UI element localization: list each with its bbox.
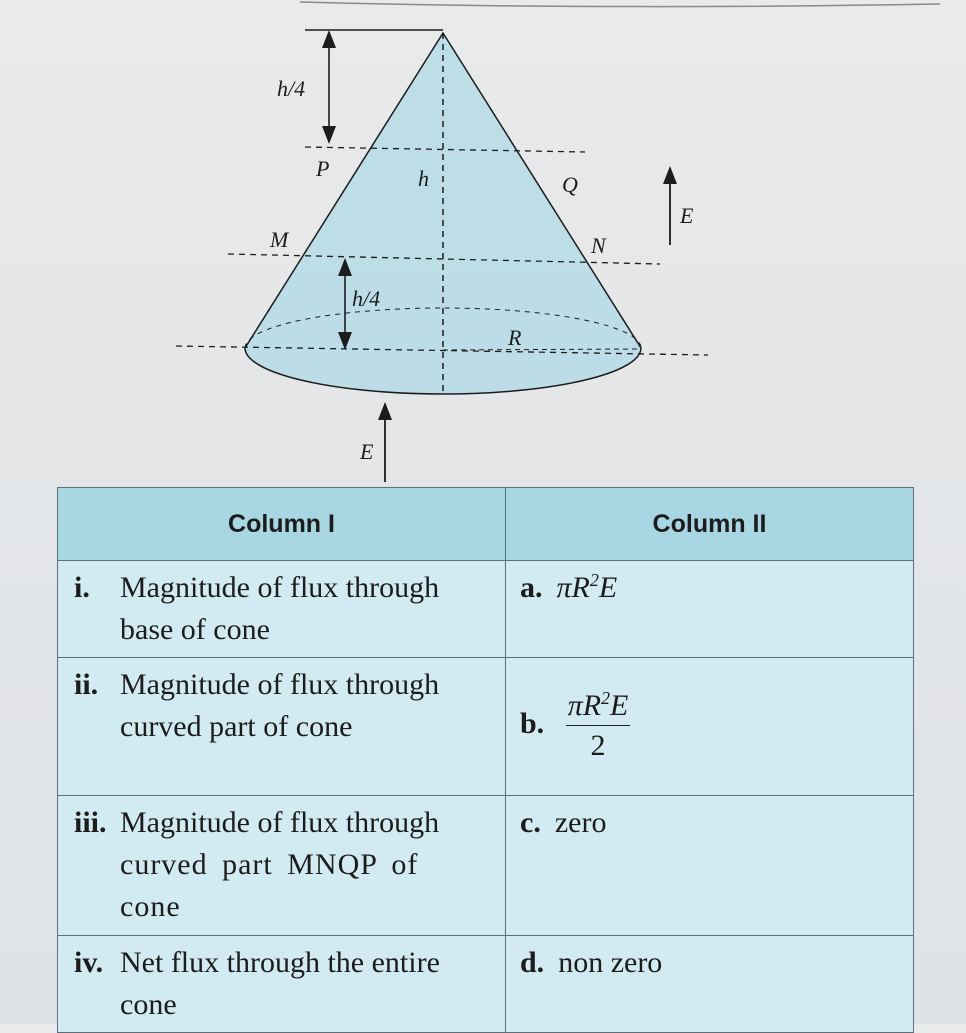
answer-text: non zero (558, 946, 663, 979)
fraction-formula: $\frac{\pi R^2E}{2}$ (567, 688, 629, 762)
page-top-rule (300, 2, 940, 7)
table-row (58, 561, 914, 658)
column-two-cell (506, 658, 914, 796)
label-n: N (591, 233, 606, 258)
label-h: h (418, 166, 429, 191)
table-row (58, 658, 914, 796)
column-one-header: Column I (58, 488, 506, 561)
column-two-cell (506, 561, 914, 658)
label-p: P (316, 156, 330, 181)
field-arrow-bottom (378, 402, 392, 482)
row-text: Magnitude of flux through (120, 806, 440, 839)
field-arrow-right (663, 166, 677, 245)
row-text: Magnitude of flux through curved part of cone (120, 668, 440, 743)
row-number: iv. (74, 946, 104, 979)
option-letter: d. (520, 946, 545, 979)
row-text: curved part MNQP of cone (120, 848, 419, 923)
column-one-cell (58, 658, 506, 796)
row-number: ii. (74, 668, 99, 701)
label-m: M (270, 227, 289, 252)
label-h-quarter-top: h/4 (277, 76, 306, 101)
table-row (58, 936, 914, 1033)
column-one-cell (58, 796, 506, 936)
label-e-bottom: E (360, 439, 374, 464)
row-number: iii. (74, 806, 107, 839)
formula: $\pi R^2E$ (556, 570, 618, 604)
column-one-cell (58, 936, 506, 1033)
answer-text: zero (554, 806, 607, 839)
match-table (57, 487, 914, 1033)
table-header-row (58, 488, 914, 561)
option-letter: b. (520, 707, 545, 741)
column-two-header: Column II (506, 488, 914, 561)
top-quarter-height-arrow (322, 30, 336, 144)
label-e-right: E (680, 203, 694, 228)
row-text: Net flux through the entire cone (120, 946, 440, 1021)
label-q: Q (562, 172, 578, 197)
row-number: i. (74, 571, 90, 604)
column-one-cell (58, 561, 506, 658)
row-text: Magnitude of flux through base of cone (120, 571, 440, 646)
option-letter: c. (520, 806, 541, 839)
label-r: R (508, 325, 522, 350)
table-row (58, 796, 914, 936)
column-two-cell (506, 796, 914, 936)
cone-diagram (0, 0, 966, 500)
label-h-quarter-bottom: h/4 (352, 286, 381, 311)
column-two-cell (506, 936, 914, 1033)
option-letter: a. (520, 571, 543, 604)
